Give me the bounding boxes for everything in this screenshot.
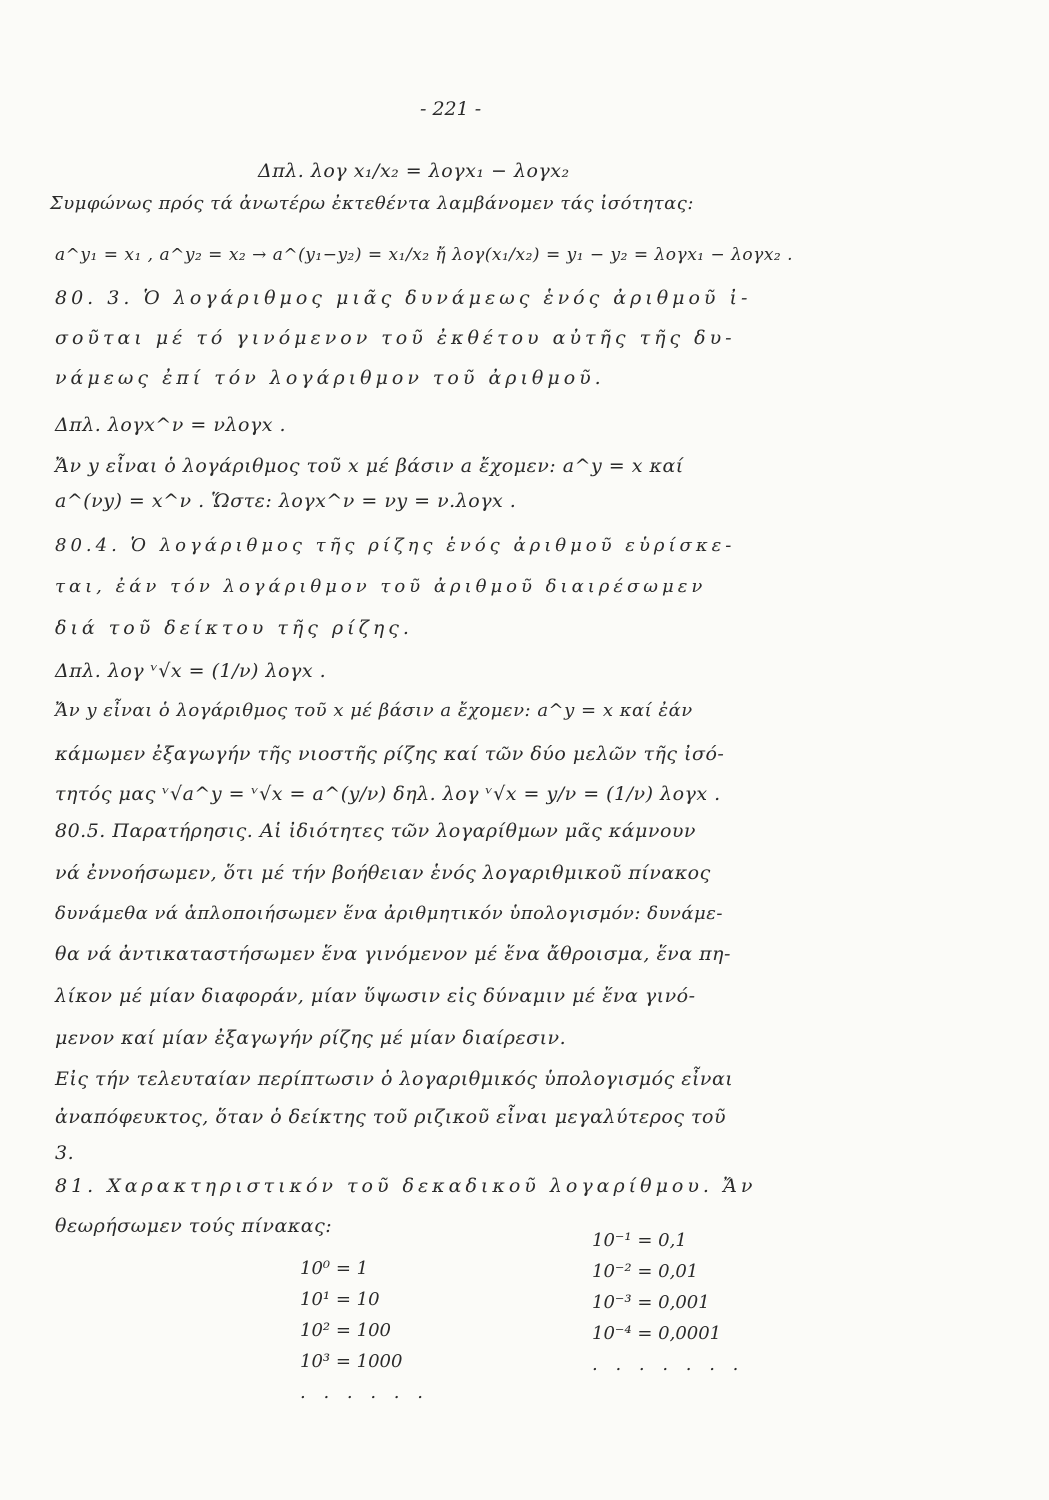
text-line: μενον καί μίαν ἐξαγωγήν ρίζης μέ μίαν διαίρεσιν. [55,1027,567,1049]
table-row: 10² = 100 [300,1320,392,1341]
text-line: νάμεως ἐπί τόν λογάριθμον τοῦ ἀριθμοῦ. [55,367,605,389]
section-81-heading: 81. Χαρακτηριστικόν τοῦ δεκαδικοῦ λογαρίθμου. Ἄν [55,1175,757,1197]
text-line: ται, ἐάν τόν λογάριθμον τοῦ ἀριθμοῦ διαιρέσωμεν [55,576,707,597]
table-row: 10⁻¹ = 0,1 [592,1230,687,1251]
table-row: 10¹ = 10 [300,1289,380,1310]
powers-table-negative [592,1230,744,1385]
formula-line: a^(νy) = x^ν . Ὥστε: λογx^ν = νy = ν.λογx . [55,490,517,512]
proof-line: Δπλ. λογx^ν = νλογx . [55,414,287,436]
text-line: σοῦται μέ τό γινόμενον τοῦ ἐκθέτου αὐτῆς τῆς δυ- [55,327,736,349]
section-80-3-heading: 80. 3. Ὁ λογάριθμος μιᾶς δυνάμεως ἑνός ἀριθμοῦ ἰ- [55,287,752,309]
table-row: 10⁻² = 0,01 [592,1261,699,1282]
formula-line: a^y₁ = x₁ , a^y₂ = x₂ → a^(y₁−y₂) = x₁/x₂ ἤ λογ(x₁/x₂) = y₁ − y₂ = λογx₁ − λογx₂ . [55,245,794,265]
text-line: Εἰς τήν τελευταίαν περίπτωσιν ὁ λογαριθμικός ὑπολογισμός εἶναι [55,1068,734,1090]
text-line: κάμωμεν ἐξαγωγήν τῆς νιοστῆς ρίζης καί τῶν δύο μελῶν τῆς ἰσό- [55,743,725,765]
section-80-4-heading: 80.4. Ὁ λογάριθμος τῆς ρίζης ἑνός ἀριθμοῦ εὑρίσκε- [55,535,736,556]
text-line: λίκον μέ μίαν διαφοράν, μίαν ὕψωσιν εἰς δύναμιν μέ ἕνα γινό- [55,985,696,1007]
table-row: . . . . . . [300,1382,429,1403]
table-row: 10⁻³ = 0,001 [592,1292,710,1313]
table-row: 10³ = 1000 [300,1351,403,1372]
formula-line: τητός μας ᵛ√a^y = ᵛ√x = a^(y/ν) δηλ. λογ ᵛ√x = y/ν = (1/ν) λογx . [55,783,721,805]
text-line: θεωρήσωμεν τούς πίνακας: [55,1215,333,1237]
text-line: ἀναπόφευκτος, ὅταν ὁ δείκτης τοῦ ριζικοῦ εἶναι μεγαλύτερος τοῦ [55,1106,727,1128]
proof-line: Δπλ. λογ x₁/x₂ = λογx₁ − λογx₂ [258,160,570,182]
table-row: 10⁻⁴ = 0,0001 [592,1323,722,1344]
text-line: Ἄν y εἶναι ὁ λογάριθμος τοῦ x μέ βάσιν a ἔχομεν: a^y = x καί ἐάν [55,700,693,721]
table-row: . . . . . . . [592,1354,745,1375]
text-line: νά ἐννοήσωμεν, ὅτι μέ τήν βοήθειαν ἑνός λογαριθμικοῦ πίνακος [55,862,711,884]
text-line: Συμφώνως πρός τά ἀνωτέρω ἐκτεθέντα λαμβάνομεν τάς ἰσότητας: [50,193,694,214]
text-line: Ἄν y εἶναι ὁ λογάριθμος τοῦ x μέ βάσιν a ἔχομεν: a^y = x καί [55,455,684,477]
page-number: - 221 - [420,98,482,120]
section-80-5-heading: 80.5. Παρατήρησις. Αἱ ἰδιότητες τῶν λογαρίθμων μᾶς κάμνουν [55,820,696,842]
powers-table-positive [300,1258,429,1413]
proof-line: Δπλ. λογ ᵛ√x = (1/ν) λογx . [55,660,327,682]
text-line: δυνάμεθα νά ἁπλοποιήσωμεν ἕνα ἀριθμητικόν ὑπολογισμόν: δυνάμε- [55,903,723,924]
text-line: διά τοῦ δείκτου τῆς ρίζης. [55,617,413,639]
text-line: 3. [55,1142,75,1164]
text-line: θα νά ἀντικαταστήσωμεν ἕνα γινόμενον μέ ἕνα ἄθροισμα, ἕνα πη- [55,943,731,965]
table-row: 10⁰ = 1 [300,1258,369,1279]
